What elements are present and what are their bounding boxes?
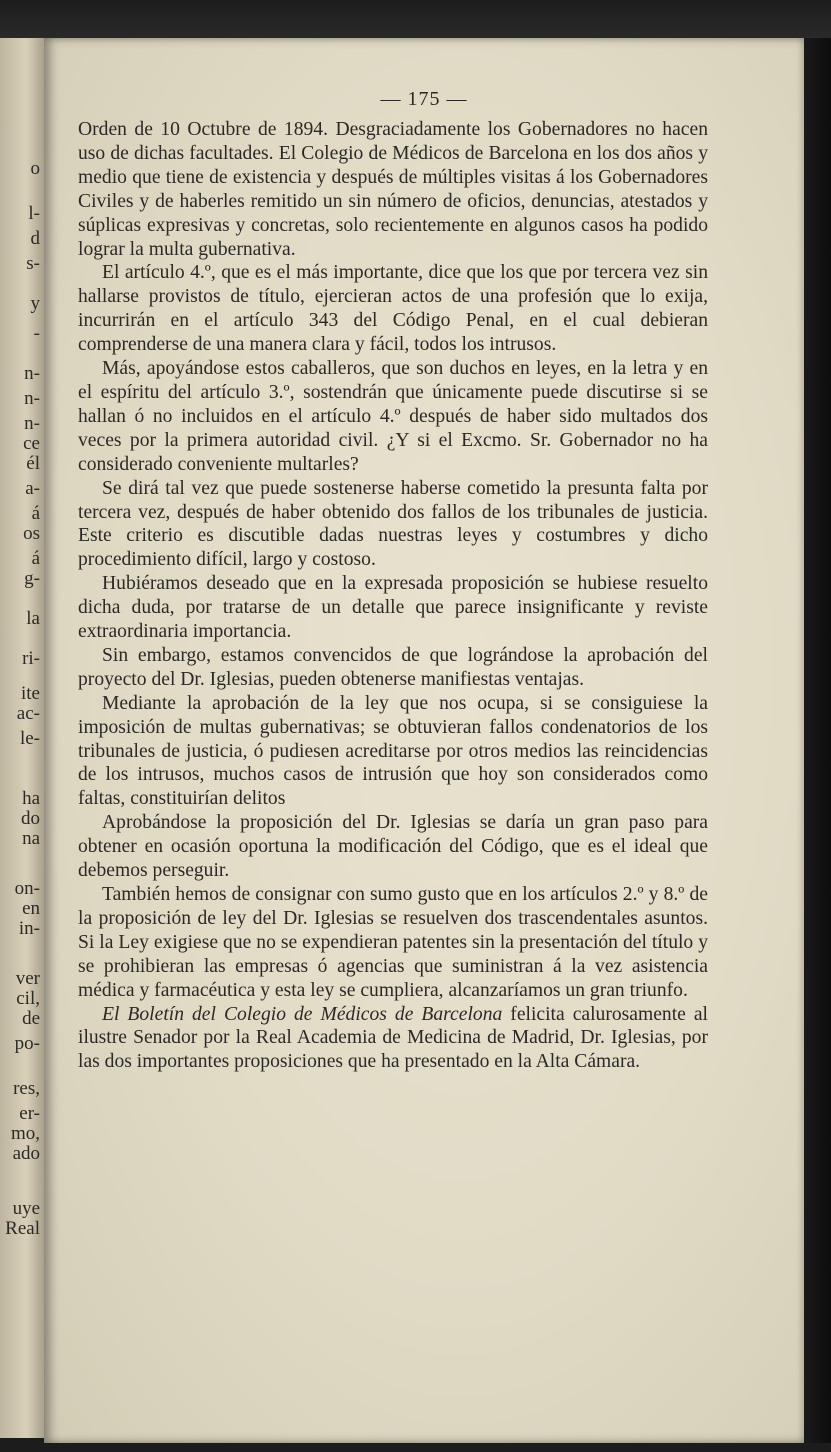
adjacent-page-fragment: mo, (10, 1123, 40, 1144)
adjacent-page-fragment: á (31, 548, 40, 569)
adjacent-page-fragment: in- (18, 918, 40, 939)
adjacent-page-fragment: res, (13, 1078, 40, 1099)
adjacent-page-fragment: uye (12, 1198, 40, 1219)
adjacent-page-fragment: á (31, 503, 40, 524)
journal-title: El Boletín del Colegio de Médicos de Barcelona (102, 1003, 503, 1025)
adjacent-page-fragment: n- (24, 363, 40, 384)
adjacent-page-fragment: la (26, 608, 40, 629)
adjacent-page-fragment: ac- (16, 703, 40, 724)
adjacent-page-fragment: Real (5, 1218, 40, 1239)
adjacent-page-fragment: po- (14, 1033, 40, 1054)
paragraph: Más, apoyándose estos caballeros, que son duchos en leyes, en la letra y en el espíritu del artículo 3.º, sostendrán que únicamente puede discutirse si se hallan ó no incluidos en el artículo 4.º después de haber sido multados dos veces por la primera autoridad civil. ¿Y si el Excmo. Sr. Gobernador no ha considerado conveniente multarles? (78, 358, 708, 475)
adjacent-page-fragment: ado (12, 1143, 40, 1164)
paragraph: Mediante la aprobación de la ley que nos ocupa, si se consiguiese la imposición de multas gubernativas; se obtuvieran fallos condenatorios de los tribunales de justicia, ó pudiesen acreditarse por otros medios las reincidencias de los intrusos, muchos casos de intrusión que hoy son considerados como faltas, constituirían delitos (78, 692, 708, 810)
paragraph: Hubiéramos deseado que en la expresada proposición se hubiese resuelto dicha duda, por tratarse de un detalle que parece insignificante y reviste extraordinaria importancia. (78, 573, 708, 643)
adjacent-page-fragment: d (30, 228, 40, 249)
adjacent-page-fragment: er- (19, 1103, 40, 1124)
adjacent-page-fragment: ver (15, 968, 40, 989)
paragraph: El artículo 4.º, que es el más importante, dice que los que por tercera vez sin hallarse provistos de título, ejercieran actos de una profesión que lo exija, incurrirán en el artículo 343 del Código Penal, en el cual debieran comprenderse de una manera clara y fácil, todos los intrusos. (78, 262, 708, 356)
adjacent-page-fragment: o (30, 158, 40, 179)
adjacent-page-strip (0, 38, 44, 1438)
adjacent-page-fragment: g- (24, 568, 40, 589)
adjacent-page-fragment: ri- (22, 648, 40, 669)
adjacent-page-fragment: s- (26, 253, 40, 274)
closing-paragraph (78, 1003, 708, 1075)
adjacent-page-fragment: ite (21, 683, 40, 704)
book-page (44, 38, 804, 1443)
paragraph: También hemos de consignar con sumo gusto que en los artículos 2.º y 8.º de la proposición de ley del Dr. Iglesias se resuelven dos trascendentales asuntos. Si la Ley exigiese que no se expendieran patentes sin la presentación del título y se prohibieran las empresas ó agencias que suministran á la vez asistencia médica y farmacéutica y esta ley se cumpliera, alcanzaríamos un gran triunfo. (78, 884, 708, 1001)
adjacent-page-fragment: él (26, 453, 40, 474)
adjacent-page-fragment: na (22, 828, 40, 849)
paragraph: Sin embargo, estamos convencidos de que lográndose la aprobación del proyecto del Dr. Iglesias, pueden obtenerse manifiestas ventajas. (78, 644, 708, 690)
adjacent-page-fragment: de (22, 1008, 40, 1029)
adjacent-page-fragment: - (33, 323, 40, 344)
adjacent-page-fragment: do (21, 808, 40, 829)
adjacent-page-fragment: en (22, 898, 40, 919)
paragraph: Orden de 10 Octubre de 1894. Desgraciadamente los Gobernadores no hacen uso de dichas facultades. El Colegio de Médicos de Barcelona en los dos años y medio que tiene de existencia y después de múltiples visitas á los Gobernadores Civiles y de haberles remitido un sin número de oficios, denuncias, atestados y súplicas expresivas y concretas, solo recientemente en algunos casos ha podido lograr la multa gubernativa. (78, 119, 708, 260)
adjacent-page-fragment: os (23, 523, 40, 544)
adjacent-page-fragment: n- (24, 388, 40, 409)
page-edge-shadow (804, 38, 831, 1443)
adjacent-page-fragment: a- (25, 478, 40, 499)
paragraph: Aprobándose la proposición del Dr. Iglesias se daría un gran paso para obtener en ocasión oportuna la modificación del Código, que es el ideal que debemos perseguir. (78, 812, 708, 882)
closing-text: felicita calurosamente al ilustre Senador por la Real Academia de Medicina de Madrid, Dr. Iglesias, por las dos importantes proposiciones que ha presentado en la Alta Cámara. (78, 1003, 708, 1073)
adjacent-page-fragment: ce (23, 433, 40, 454)
adjacent-page-fragment: le- (19, 728, 40, 749)
adjacent-page-fragment: cil, (16, 988, 40, 1009)
adjacent-page-fragment: ha (22, 788, 40, 809)
body-text (78, 118, 708, 1074)
adjacent-page-fragment: l- (28, 203, 40, 224)
page-number: — 175 — (380, 88, 468, 110)
adjacent-page-fragment: on- (14, 878, 40, 899)
adjacent-page-fragment: n- (24, 413, 40, 434)
paragraph: Se dirá tal vez que puede sostenerse haberse cometido la presunta falta por tercera vez, después de haber obtenido dos fallos de los tribunales de justicia. Este criterio es discutible dadas nuestras leyes y costumbres y dicho procedimiento difícil, largo y costoso. (78, 477, 708, 571)
adjacent-page-fragment: y (30, 293, 40, 314)
